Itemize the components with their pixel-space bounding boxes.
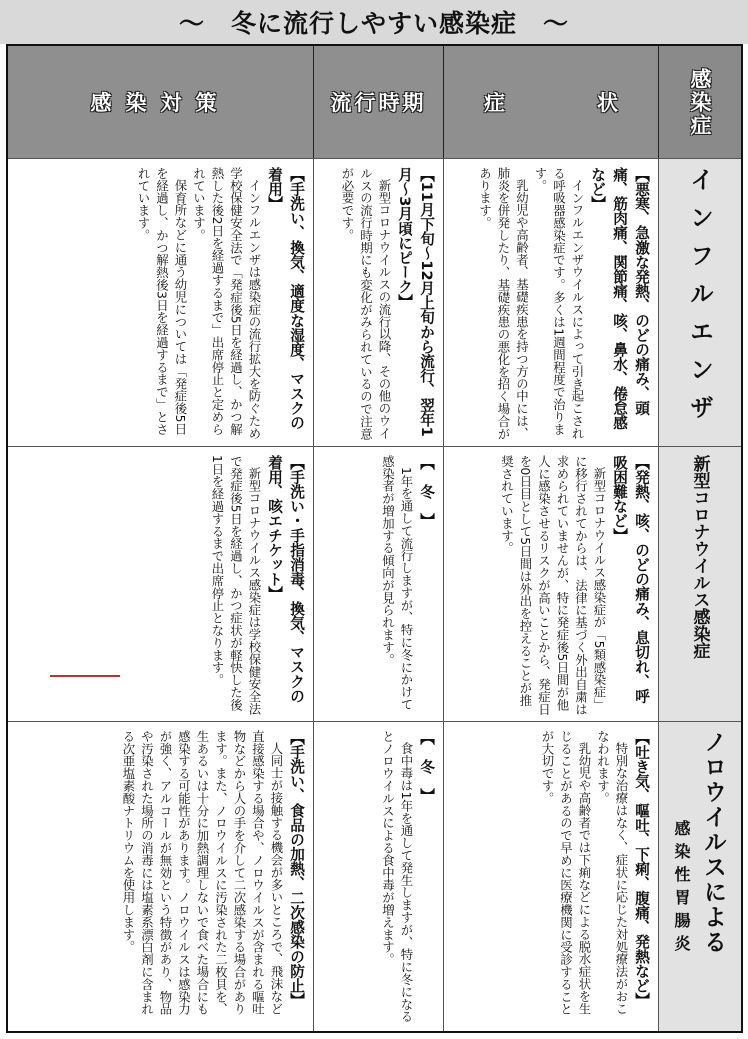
shojo-title: 【発熱、咳、のどの痛み、息切れ、呼吸困難など】 bbox=[611, 455, 650, 704]
shojo-title: 【悪寒、急激な発熱、のどの痛み、頭痛、筋肉痛、関節痛、咳、鼻水、倦怠感など】 bbox=[589, 167, 650, 430]
header-shojo bbox=[444, 46, 659, 158]
shojo-text-2: 乳幼児や高齢者では下痢などによる脱水症状を生じることがあるので早めに医療機関に受診することが大切です。 bbox=[540, 730, 592, 1016]
taisaku-text-1: 新型コロナウイルス感染症は学校保健安全法で発症後5日を経過し、かつ症状が軽快した後1日を経過するまで出席停止となります。 bbox=[210, 455, 262, 716]
taisaku-text-1: 人同士が接触する機会が多いところで、飛沫など直接感染する場合や、ノロウイルスが含まれる嘔吐物などから人の手を介して二次感染する場合があります。また、ノロウイルスに汚染された二枚貝を、生あるいは十分に加熱調理しないで食べた場合にも感染する可能性があります。ノロウイルスは感染力が強く、アルコールが無効という特徴があり、物品や汚染された場所の消毒には塩素系漂白剤に含まれる次亜塩素酸ナトリウムを使用します。 bbox=[121, 730, 284, 1016]
red-divider-mark bbox=[50, 675, 120, 677]
header-shojo-char-2: 状 bbox=[597, 91, 618, 115]
cell-shojo bbox=[444, 447, 659, 721]
header-taisaku: 感染対策 bbox=[8, 46, 314, 158]
title-text: 冬に流行しやすい感染症 bbox=[230, 9, 517, 38]
shojo-text-1: 特別な治療はなく、症状に応じた対処療法がおこなわれます。 bbox=[595, 730, 629, 1016]
shojo-title: 【吐き気、嘔吐、下痢、腹痛、発熱など】 bbox=[633, 730, 650, 1008]
header-kansen bbox=[659, 46, 741, 158]
cell-name bbox=[659, 159, 741, 446]
title-left-mark: 〜 bbox=[178, 9, 205, 38]
cell-name bbox=[659, 722, 741, 1031]
cell-jiki bbox=[314, 159, 444, 446]
cell-jiki bbox=[314, 722, 444, 1031]
jiki-text-1: 食中毒は1年を通して発生しますが、特に冬になるとノロウイルスによる食中毒が増えます。 bbox=[380, 730, 414, 1024]
cell-taisaku bbox=[8, 159, 314, 446]
header-kansen-label: 感染症 bbox=[688, 67, 712, 137]
taisaku-text-1: インフルエンザは感染症の流行拡大を防ぐため学校保健安全法で「発症後5日を経過し、かつ解熱した後2日を経過するまで」出席停止と定められています。 bbox=[191, 167, 262, 440]
disease-name bbox=[670, 730, 730, 958]
cell-name bbox=[659, 447, 741, 721]
page-title bbox=[0, 0, 748, 44]
shojo-text-1: インフルエンザウイルスによって引き起こされる呼吸器感染症です。多くは1週間程度で治ります。 bbox=[533, 167, 585, 440]
table-row-covid bbox=[8, 446, 741, 721]
cell-shojo bbox=[444, 722, 659, 1031]
disease-name-line-1: ノロウイルスによる bbox=[700, 730, 726, 955]
header-shojo-char-1: 症 bbox=[484, 91, 505, 115]
cell-shojo bbox=[444, 159, 659, 446]
header-jiki: 流行時期 bbox=[314, 46, 444, 158]
taisaku-title: 【手洗い、食品の加熱、二次感染の防止】 bbox=[288, 730, 305, 1008]
taisaku-title: 【手洗い、換気、適度な湿度、マスクの着用】 bbox=[266, 167, 305, 430]
cell-taisaku bbox=[8, 447, 314, 721]
cell-taisaku bbox=[8, 722, 314, 1031]
disease-name-line-2: 感染性胃腸炎 bbox=[672, 820, 691, 958]
jiki-title: 【 冬 】 bbox=[418, 455, 435, 528]
disease-name: 新型コロナウイルス感染症 bbox=[689, 455, 710, 659]
taisaku-title: 【手洗い・手指消毒、換気、マスクの着用、咳エチケット】 bbox=[266, 455, 305, 704]
jiki-text-1: 1年を通して流行しますが、特に冬にかけて感染者が増加する傾向が見られます。 bbox=[380, 455, 414, 711]
taisaku-text-2: 保育所などに通う幼児については「発症後5日を経過し、かつ解熱後3日を経過するまで」とされています。 bbox=[136, 167, 188, 436]
shojo-text-1: 新型コロナウイルス感染症が「5類感染症」に移行されてからは、法律に基づく外出自粛は求められていませんが、特に発症後5日間が他人に感染させるリスクが高いことから、発症日を0日目として5日間は外出を控えることが推奨されています。 bbox=[499, 455, 607, 716]
shojo-text-2: 乳幼児や高齢者、基礎疾患を持つ方の中には、肺炎を併発したり、基礎疾患の悪化を招く場合があります。 bbox=[477, 167, 530, 440]
jiki-text-1: 新型コロナウイルスの流行以降、その他のウイルスの流行時期にも変化がみられているので注意が必要です。 bbox=[340, 167, 392, 440]
infection-table bbox=[6, 44, 743, 1033]
table-row-influenza bbox=[8, 158, 741, 446]
disease-name: インフルエンザ bbox=[685, 167, 714, 433]
title-right-mark: 〜 bbox=[543, 9, 570, 38]
jiki-title: 【11月下旬〜12月上旬から流行、翌年1月〜3月頃にピーク】 bbox=[396, 167, 435, 437]
table-row-norovirus bbox=[8, 721, 741, 1031]
cell-jiki bbox=[314, 447, 444, 721]
jiki-title: 【 冬 】 bbox=[418, 730, 435, 803]
